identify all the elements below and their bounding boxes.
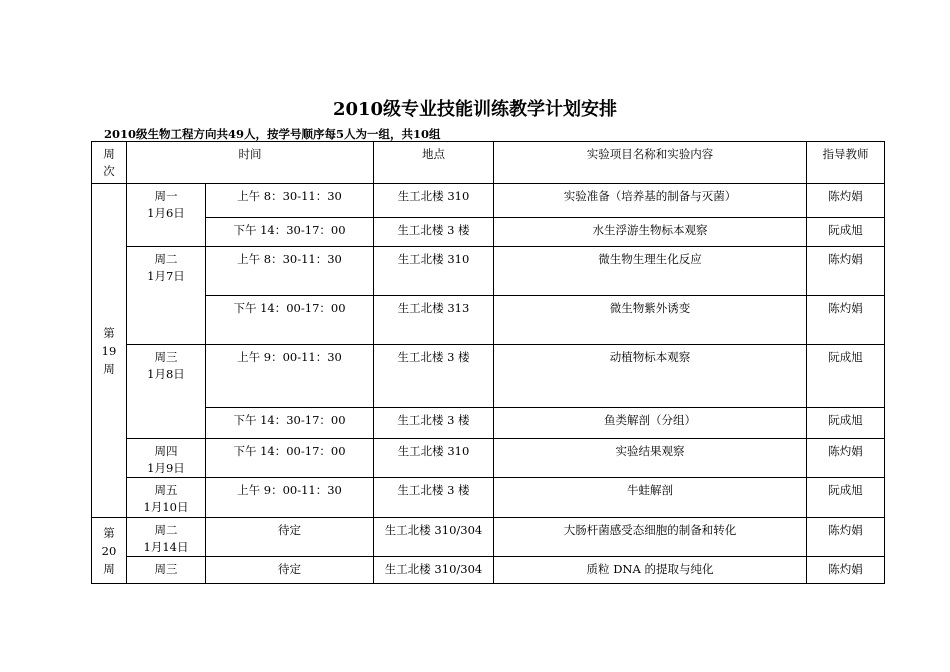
location-cell: 生工北楼 310 — [374, 184, 494, 218]
day-cell: 周三 1月8日 — [127, 345, 206, 439]
teacher-cell: 陈灼娟 — [807, 518, 885, 557]
time-cell: 待定 — [206, 518, 374, 557]
experiment-cell: 水生浮游生物标本观察 — [494, 218, 807, 247]
experiment-cell: 实验准备（培养基的制备与灭菌） — [494, 184, 807, 218]
location-cell: 生工北楼 3 楼 — [374, 478, 494, 518]
table-row — [92, 296, 885, 345]
experiment-cell: 鱼类解剖（分组） — [494, 408, 807, 439]
time-cell: 上午 8：30-11：30 — [206, 247, 374, 296]
table-row — [92, 557, 885, 584]
time-cell: 下午 14：00-17：00 — [206, 296, 374, 345]
experiment-cell: 微生物紫外诱变 — [494, 296, 807, 345]
week-cell: 第 20 周 — [92, 518, 127, 584]
location-cell: 生工北楼 310 — [374, 247, 494, 296]
header-teacher: 指导教师 — [807, 142, 885, 184]
location-cell: 生工北楼 3 楼 — [374, 408, 494, 439]
experiment-cell: 牛蛙解剖 — [494, 478, 807, 518]
page-title: 2010级专业技能训练教学计划安排 — [332, 99, 618, 120]
header-week: 周 次 — [92, 142, 127, 184]
teacher-cell: 陈灼娟 — [807, 296, 885, 345]
location-cell: 生工北楼 313 — [374, 296, 494, 345]
day-cell: 周三 — [127, 557, 206, 584]
experiment-cell: 动植物标本观察 — [494, 345, 807, 408]
table-row — [92, 184, 885, 218]
experiment-cell: 实验结果观察 — [494, 439, 807, 478]
header-row — [92, 142, 885, 184]
experiment-cell: 微生物生理生化反应 — [494, 247, 807, 296]
header-location: 地点 — [374, 142, 494, 184]
header-experiment: 实验项目名称和实验内容 — [494, 142, 807, 184]
time-cell: 上午 9：00-11：30 — [206, 478, 374, 518]
week-cell: 第 19 周 — [92, 184, 127, 518]
location-cell: 生工北楼 310/304 — [374, 518, 494, 557]
time-cell: 下午 14：30-17：00 — [206, 408, 374, 439]
time-cell: 上午 8：30-11：30 — [206, 184, 374, 218]
day-cell: 周二 1月14日 — [127, 518, 206, 557]
teacher-cell: 陈灼娟 — [807, 184, 885, 218]
table-row — [92, 408, 885, 439]
table-row — [92, 478, 885, 518]
day-cell: 周四 1月9日 — [127, 439, 206, 478]
table-row — [92, 518, 885, 557]
schedule-table — [91, 141, 885, 584]
location-cell: 生工北楼 310/304 — [374, 557, 494, 584]
table-row — [92, 439, 885, 478]
teacher-cell: 陈灼娟 — [807, 439, 885, 478]
teacher-cell: 阮成旭 — [807, 408, 885, 439]
header-time: 时间 — [127, 142, 374, 184]
teacher-cell: 阮成旭 — [807, 345, 885, 408]
day-cell: 周五 1月10日 — [127, 478, 206, 518]
time-cell: 待定 — [206, 557, 374, 584]
group-description: 2010级生物工程方向共49人，按学号顺序每5人为一组，共10组 — [104, 127, 441, 141]
teacher-cell: 阮成旭 — [807, 218, 885, 247]
table-row — [92, 247, 885, 296]
day-cell: 周一 1月6日 — [127, 184, 206, 247]
day-cell: 周二 1月7日 — [127, 247, 206, 345]
location-cell: 生工北楼 3 楼 — [374, 345, 494, 408]
location-cell: 生工北楼 310 — [374, 439, 494, 478]
location-cell: 生工北楼 3 楼 — [374, 218, 494, 247]
time-cell: 下午 14：30-17：00 — [206, 218, 374, 247]
table-row — [92, 218, 885, 247]
time-cell: 上午 9：00-11：30 — [206, 345, 374, 408]
teacher-cell: 陈灼娟 — [807, 557, 885, 584]
experiment-cell: 质粒 DNA 的提取与纯化 — [494, 557, 807, 584]
teacher-cell: 陈灼娟 — [807, 247, 885, 296]
time-cell: 下午 14：00-17：00 — [206, 439, 374, 478]
experiment-cell: 大肠杆菌感受态细胞的制备和转化 — [494, 518, 807, 557]
teacher-cell: 阮成旭 — [807, 478, 885, 518]
table-row — [92, 345, 885, 408]
